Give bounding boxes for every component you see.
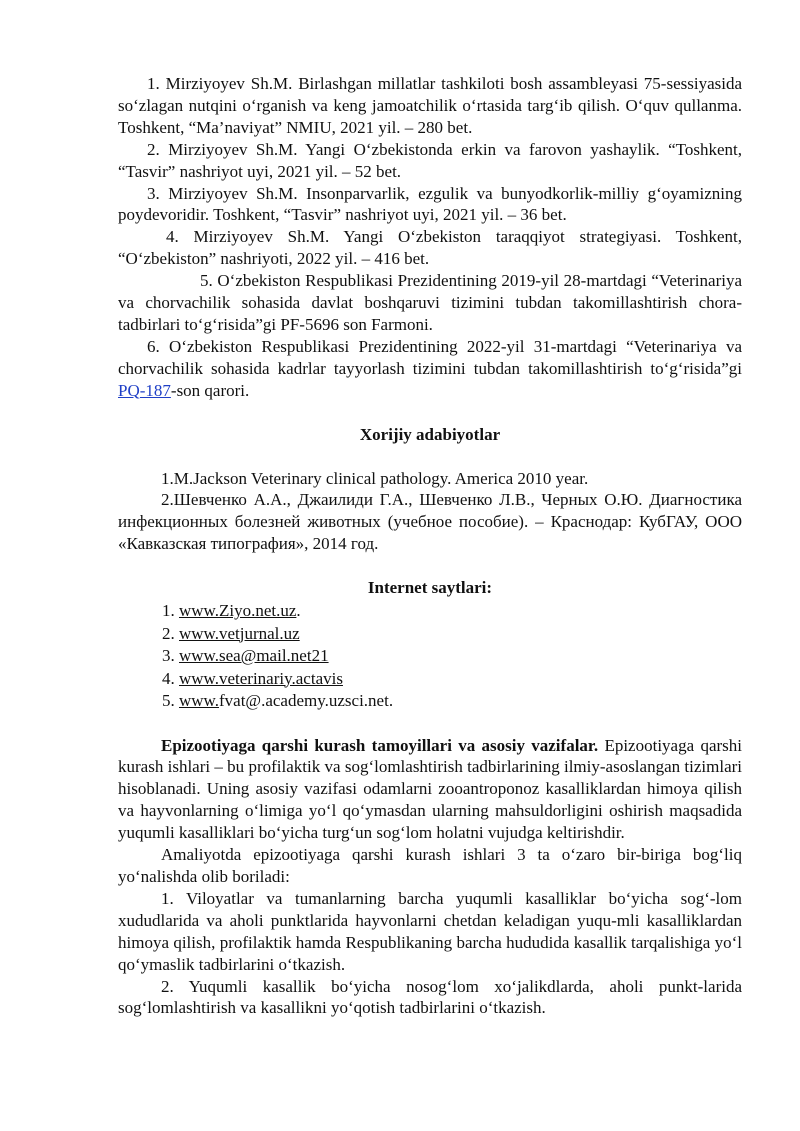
site-link[interactable]: www.vetjurnal.uz bbox=[179, 623, 300, 643]
reference-number: 6. bbox=[147, 336, 160, 356]
section-paragraph: Amaliyotda epizootiyaga qarshi kurash ishlari 3 ta o‘zaro bir-biriga bog‘liq yo‘nalishda olib boriladi: bbox=[118, 845, 742, 886]
site-number: 4. bbox=[162, 668, 175, 688]
reference-text: Шевченко А.А., Джаилиди Г.А., Шевченко Л.В., Черных О.Ю. Диагностика инфекционных болезней животных (учебное пособие). – Краснодар: КубГАУ, ООО «Кавказская типография», 2014 год. bbox=[118, 490, 742, 554]
reference-number: 3. bbox=[147, 183, 160, 203]
reference-item bbox=[118, 270, 742, 336]
reference-number: 2. bbox=[147, 139, 160, 159]
site-link[interactable]: www. bbox=[179, 691, 219, 711]
section-list-item: 2. Yuqumli kasallik bo‘yicha nosog‘lom xo‘jalikdlarda, aholi punkt-larida sog‘lomlashtirish va kasallikni yo‘qotish tadbirlarini o‘tkazish. bbox=[118, 976, 742, 1018]
section-title: Epizootiyaga qarshi kurash tamoyillari va asosiy vazifalar. bbox=[161, 735, 599, 755]
reference-number: 1. bbox=[147, 74, 160, 93]
site-item bbox=[118, 623, 742, 646]
reference-item bbox=[118, 336, 742, 402]
reference-text: Mirziyoyev Sh.M. Insonparvarlik, ezgulik va bunyodkorlik-milliy g‘oyamizning poydevoridir. Toshkent, “Tasvir” nashriyot uyi, 2021 yil. – 36 bet. bbox=[118, 183, 742, 225]
reference-number: 2. bbox=[161, 490, 174, 510]
foreign-literature-heading: Xorijiy adabiyotlar bbox=[359, 424, 501, 444]
site-item bbox=[118, 600, 742, 623]
reference-number: 1. bbox=[161, 468, 174, 488]
reference-text-suffix: -son qarori. bbox=[170, 380, 250, 400]
reference-item bbox=[118, 139, 742, 183]
site-link[interactable]: www.veterinariy.actavis bbox=[179, 668, 343, 688]
site-number: 2. bbox=[162, 623, 175, 643]
document-page bbox=[118, 73, 742, 1019]
reference-text: Mirziyoyev Sh.M. Yangi O‘zbekistonda erkin va farovon yashaylik. “Toshkent, “Tasvir” nashriyot uyi, 2021 yil. – 52 bet. bbox=[118, 139, 743, 181]
foreign-reference-item bbox=[118, 489, 742, 555]
site-suffix: . bbox=[296, 601, 301, 621]
reference-item bbox=[118, 226, 742, 270]
reference-item bbox=[118, 73, 742, 139]
site-item bbox=[118, 690, 742, 713]
site-item bbox=[118, 668, 742, 691]
site-number: 5. bbox=[162, 691, 175, 711]
reference-text: O‘zbekiston Respublikasi Prezidentining 2019-yil 28-martdagi “Veterinariya va chorvachilik sohasida davlat boshqaruvi tizimini tubdan takomillashtirish chora-tadbirlari to‘g‘risida”gi PF-5696 son Farmoni. bbox=[118, 271, 743, 334]
site-suffix: fvat@.academy.uzsci.net. bbox=[218, 691, 394, 711]
reference-text: O‘zbekiston Respublikasi Prezidentining 2022-yil 31-martdagi “Veterinariya va chorvachilik sohasida kadrlar tayyorlash tizimini tubdan takomillashtirish to‘g‘risida”gi bbox=[118, 336, 742, 378]
foreign-reference-item bbox=[118, 468, 742, 490]
section-list-item: 1. Viloyatlar va tumanlarning barcha yuqumli kasalliklar bo‘yicha sog‘-lom xududlarida va aholi punktlarida hayvonlarni chetdan keladigan yuqu-mli kasalliklardan himoya qilish, profilaktik hamda Respublikaning barcha hududida kasallik tarqalishiga yo‘l qo‘ymaslik tadbirlarini o‘tkazish. bbox=[118, 888, 742, 974]
decree-link[interactable]: PQ-187 bbox=[118, 380, 171, 400]
reference-item bbox=[118, 183, 742, 227]
internet-sites-heading: Internet saytlari: bbox=[367, 578, 493, 598]
reference-text: M.Jackson Veterinary clinical pathology. America 2010 year. bbox=[173, 468, 589, 488]
site-link[interactable]: www.sea@mail.net21 bbox=[179, 646, 329, 666]
site-number: 3. bbox=[162, 646, 175, 666]
reference-number: 4. bbox=[166, 227, 179, 247]
reference-text: Mirziyoyev Sh.M. Birlashgan millatlar tashkiloti bosh assambleyasi 75-sessiyasida so‘zlagan nutqini o‘rganish va keng jamoatchilik o‘rtasida targ‘ib qilish. O‘quv qullanma. Toshkent, “Ma’naviyat” NMIU, 2021 yil. – 280 bet. bbox=[118, 74, 742, 137]
site-item bbox=[118, 645, 742, 668]
section-intro-text: Epizootiyaga qarshi kurash ishlari – bu profilaktik va sog‘lomlashtirish tadbirlarining ilmiy-asoslangan tizimlari hisoblanadi. Uning asosiy vazifasi odamlarni zooantroponoz kasalliklardan himoya qilish va hayvonlarning o‘limiga yo‘l qo‘ymasdan ularning mahsuldorligini oshirish maqsadida yuqumli kasalliklari bo‘yicha turg‘un sog‘lom holatni vujudga keltirishdir. bbox=[118, 735, 742, 843]
site-number: 1. bbox=[162, 601, 175, 621]
section-intro-paragraph bbox=[118, 735, 742, 845]
site-link[interactable]: www.Ziyo.net.uz bbox=[179, 601, 297, 621]
reference-text: Mirziyoyev Sh.M. Yangi O‘zbekiston taraqqiyot strategiyasi. Toshkent, “O‘zbekiston” nashriyoti, 2022 yil. – 416 bet. bbox=[118, 227, 742, 269]
internet-sites-list bbox=[118, 600, 742, 713]
reference-number: 5. bbox=[200, 271, 213, 291]
